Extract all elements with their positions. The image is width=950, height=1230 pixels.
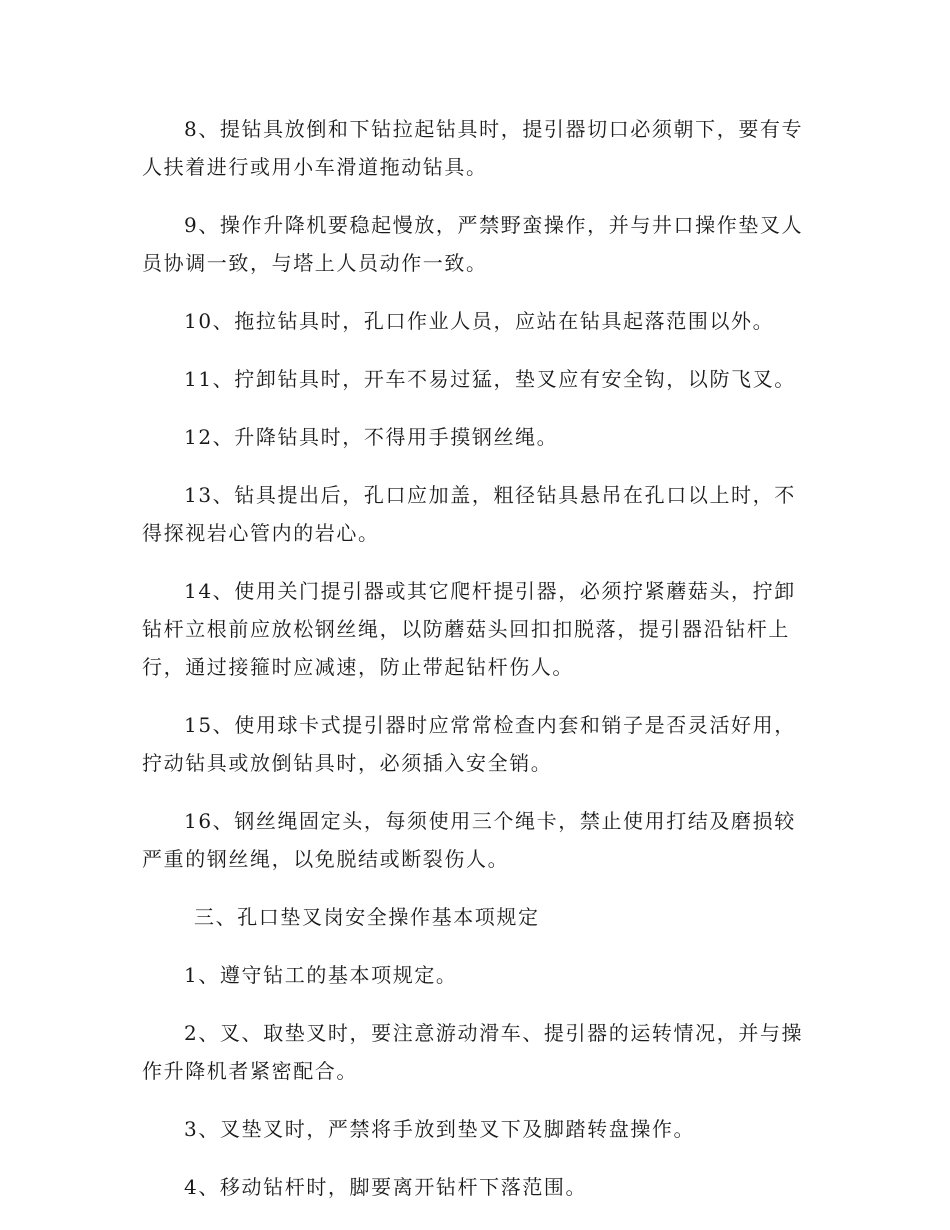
section-heading: 三、孔口垫叉岗安全操作基本项规定 — [194, 905, 540, 929]
paragraph-item-9: 9、操作升降机要稳起慢放，严禁野蛮操作，并与井口操作垫叉人员协调一致，与塔上人员动作一致。 — [142, 213, 804, 275]
paragraph-item-16: 16、钢丝绳固定头，每须使用三个绳卡，禁止使用打结及磨损较严重的钢丝绳，以免脱结或断裂伤人。 — [142, 809, 796, 871]
paragraph-item-13: 13、钻具提出后，孔口应加盖，粗径钻具悬吊在孔口以上时，不得探视岩心管内的岩心。 — [142, 483, 796, 545]
paragraph-item-10: 10、拖拉钻具时，孔口作业人员，应站在钻具起落范围以外。 — [184, 309, 775, 333]
paragraph-item-s3-2: 2、叉、取垫叉时，要注意游动滑车、提引器的运转情况，并与操作升降机者紧密配合。 — [142, 1021, 804, 1083]
paragraph-item-s3-4: 4、移动钻杆时，脚要离开钻杆下落范围。 — [184, 1175, 588, 1199]
paragraph-item-14: 14、使用关门提引器或其它爬杆提引器，必须拧紧蘑菇头，拧卸钻杆立根前应放松钢丝绳，以防蘑菇头回扣扣脱落，提引器沿钻杆上行，通过接箍时应减速，防止带起钻杆伤人。 — [142, 579, 796, 679]
paragraph-item-12: 12、升降钻具时，不得用手摸钢丝绳。 — [184, 425, 559, 449]
paragraph-item-8: 8、提钻具放倒和下钻拉起钻具时，提引器切口必须朝下，要有专人扶着进行或用小车滑道拖动钻具。 — [142, 117, 804, 179]
paragraph-item-s3-3: 3、叉垫叉时，严禁将手放到垫叉下及脚踏转盘操作。 — [184, 1117, 696, 1141]
paragraph-item-15: 15、使用球卡式提引器时应常常检查内套和销子是否灵活好用，拧动钻具或放倒钻具时，必须插入安全销。 — [142, 713, 796, 775]
paragraph-item-11: 11、拧卸钻具时，开车不易过猛，垫叉应有安全钩，以防飞叉。 — [184, 367, 796, 391]
paragraph-item-s3-1: 1、遵守钻工的基本项规定。 — [184, 963, 458, 987]
document-page — [142, 110, 810, 1226]
